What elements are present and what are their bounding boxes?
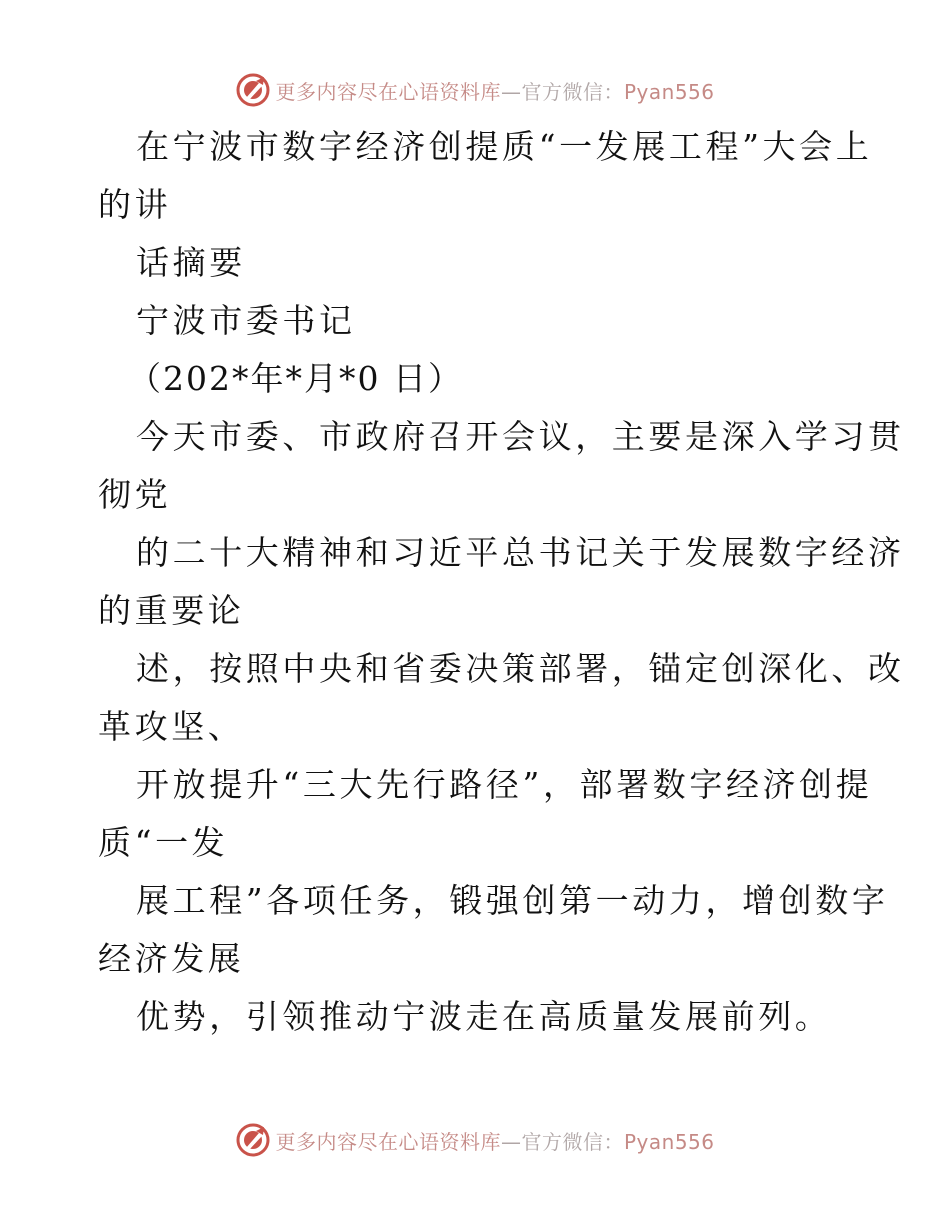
date-line: （202*年*月*0 日） [128, 359, 463, 398]
paragraph-line: 革攻坚、 [98, 707, 245, 746]
paragraph-line: 经济发展 [98, 939, 245, 978]
author-line: 宁波市委书记 [136, 301, 356, 340]
paragraph-line: 今天市委、市政府召开会议，主要是深入学习贯 [136, 417, 905, 456]
paragraph-line: 优势，引领推动宁波走在高质量发展前列。 [136, 997, 832, 1036]
header-watermark [0, 70, 950, 110]
footer-watermark [0, 1120, 950, 1160]
paragraph-line: 彻党 [98, 475, 172, 514]
title-line-1: 在宁波市数字经济创提质“一发展工程”大会上 [136, 127, 873, 166]
watermark-text: 更多内容尽在心语资料库—官方微信：Pyan556 [275, 79, 715, 104]
document-body [98, 118, 905, 1046]
paragraph-line: 的二十大精神和习近平总书记关于发展数字经济 [136, 533, 905, 572]
pen-nib-logo-icon [235, 1122, 271, 1158]
paragraph-line: 的重要论 [98, 591, 245, 630]
pen-nib-logo-icon [235, 72, 271, 108]
title-line-2: 的讲 [98, 185, 172, 224]
paragraph-line: 质“一发 [98, 823, 229, 862]
watermark-text: 更多内容尽在心语资料库—官方微信：Pyan556 [275, 1129, 715, 1154]
paragraph-line: 开放提升“三大先行路径”，部署数字经济创提 [136, 765, 873, 804]
title-line-3: 话摘要 [136, 243, 246, 282]
paragraph-line: 述，按照中央和省委决策部署，锚定创深化、改 [136, 649, 905, 688]
paragraph-line: 展工程”各项任务，锻强创第一动力，增创数字 [136, 881, 889, 920]
